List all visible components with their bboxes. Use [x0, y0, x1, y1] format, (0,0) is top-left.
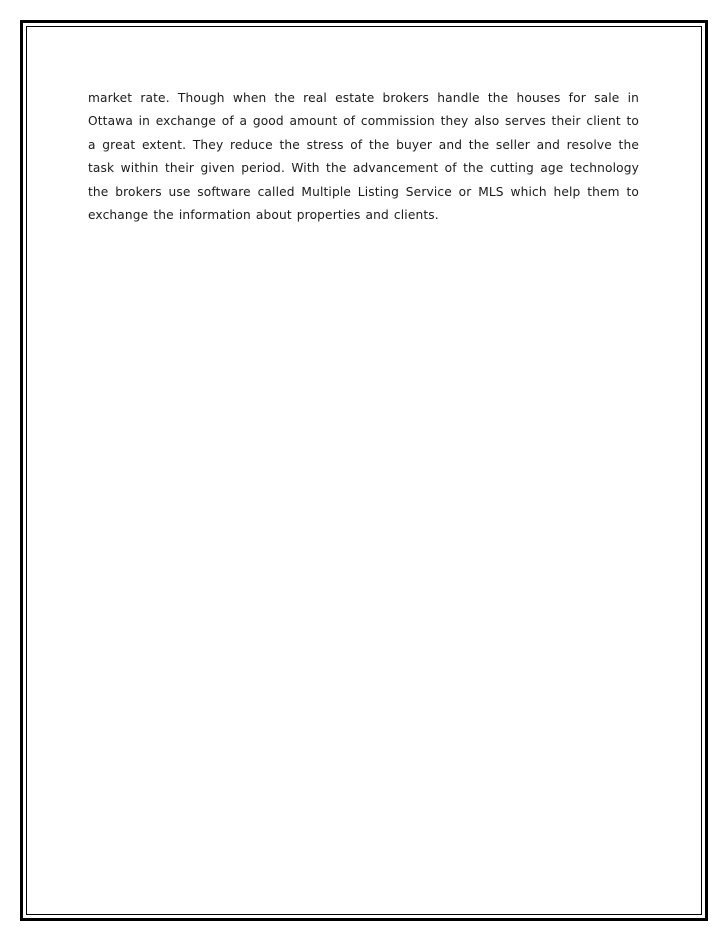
- body-paragraph: market rate. Though when the real estate brokers handle the houses for sale in Ottawa in exchange of a good amount of commission they also serves their client to a great extent. They reduce the stress of the buyer and the seller and resolve the task within their given period. With the advancement of the cutting age technology the brokers use software called Multiple Listing Service or MLS which help them to exchange the information about properties and clients.: [88, 91, 639, 223]
